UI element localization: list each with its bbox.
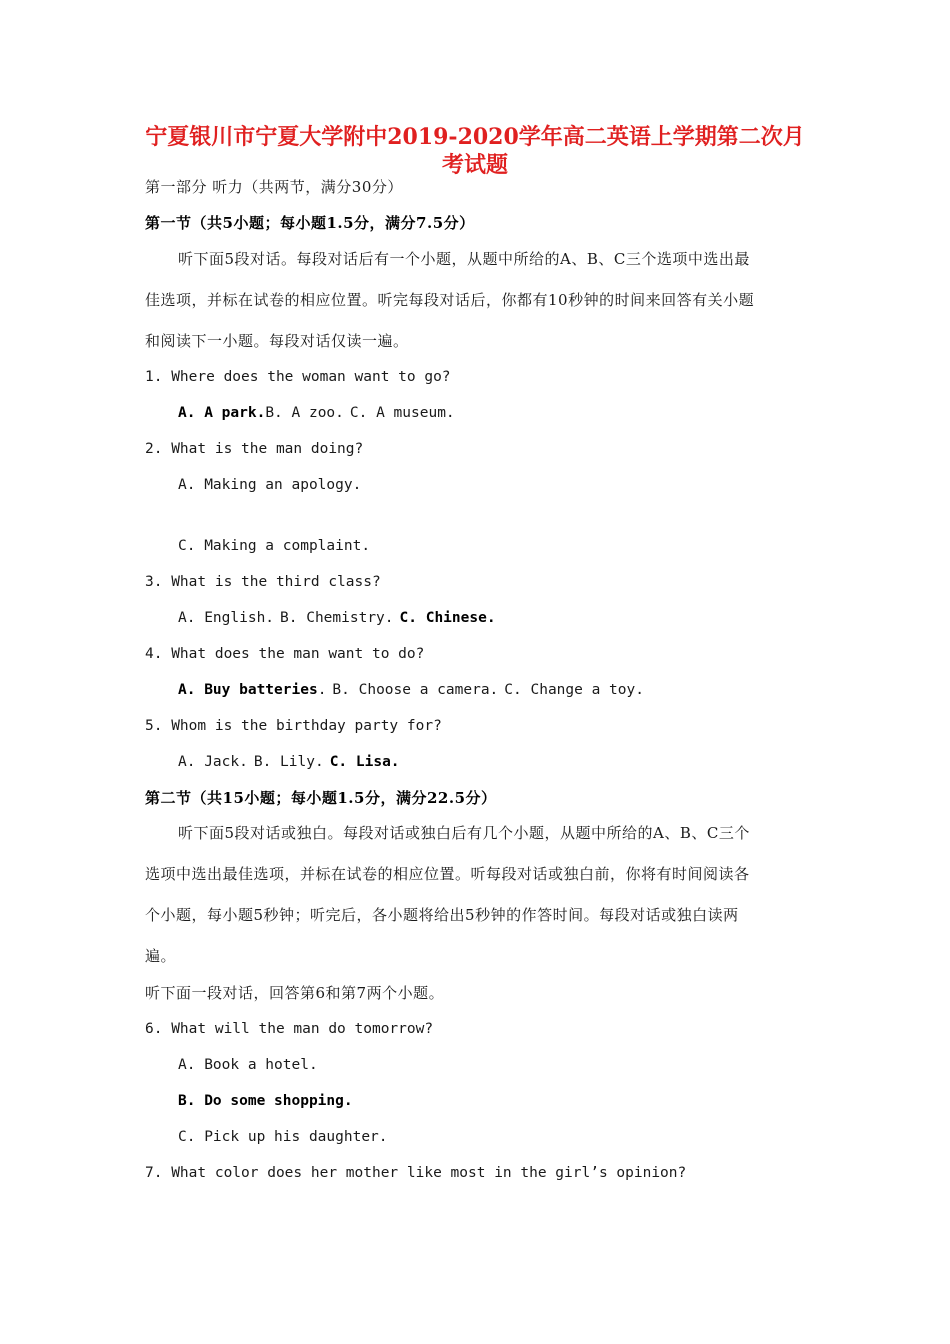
q5-option-b: B. Lily.: [253, 754, 324, 770]
section1-instruction-1: 听下面5段对话。每段对话后有一个小题，从题中所给的A、B、C三个选项中选出最: [178, 250, 750, 268]
q5-option-a: A. Jack.: [178, 754, 248, 770]
question-1-stem: 1. Where does the woman want to go?: [145, 369, 451, 385]
q2-option-a: A. Making an apology.: [178, 477, 362, 493]
q6-option-c: C. Pick up his daughter.: [178, 1129, 388, 1145]
dialogue-note: 听下面一段对话，回答第6和第7两个小题。: [145, 984, 445, 1002]
question-4-stem: 4. What does the man want to do?: [145, 646, 425, 662]
title-text-2: 考试题: [441, 152, 508, 178]
q6-option-a: A. Book a hotel.: [178, 1057, 318, 1073]
q3-option-b: B. Chemistry.: [280, 610, 394, 626]
q3-option-c: C. Chinese.: [399, 610, 496, 626]
q1-option-c: C. A museum.: [349, 405, 455, 421]
section2-instruction-2: 选项中选出最佳选项，并标在试卷的相应位置。听每段对话或独白前，你将有时间阅读各: [145, 865, 750, 883]
question-5-options: [178, 752, 400, 772]
section1-instruction-2: 佳选项，并标在试卷的相应位置。听完每段对话后，你都有10秒钟的时间来回答有关小题: [145, 291, 755, 309]
q1-option-b: B. A zoo.: [265, 405, 344, 421]
question-3-stem: 3. What is the third class?: [145, 574, 381, 590]
question-3-options: [178, 608, 496, 628]
question-1-options: [178, 403, 455, 423]
section2-instruction-1: 听下面5段对话或独白。每段对话或独白后有几个小题，从题中所给的A、B、C三个: [178, 824, 750, 842]
section2-heading: 第二节（共15小题；每小题1.5分，满分22.5分）: [145, 789, 497, 807]
question-7-stem: 7. What color does her mother like most in the girl’s opinion?: [145, 1165, 687, 1181]
title-text-1: 宁夏银川市宁夏大学附中2019-2020学年高二英语上学期第二次月: [145, 124, 805, 150]
question-4-options: [178, 680, 644, 700]
section1-heading: 第一节（共5小题；每小题1.5分，满分7.5分）: [145, 214, 475, 232]
section1-instruction-3: 和阅读下一小题。每段对话仅读一遍。: [145, 332, 409, 350]
q5-option-c: C. Lisa.: [329, 754, 400, 770]
question-2-stem: 2. What is the man doing?: [145, 441, 364, 457]
question-5-stem: 5. Whom is the birthday party for?: [145, 718, 442, 734]
q1-option-a: A. A park.: [178, 405, 266, 421]
q4-option-b: B. Choose a camera.: [332, 682, 499, 698]
q4-option-a: A. Buy batteries: [178, 682, 318, 698]
section2-instruction-3: 个小题，每小题5秒钟；听完后，各小题将给出5秒钟的作答时间。每段对话或独白读两: [145, 906, 739, 924]
q4-option-a-punct: .: [317, 682, 327, 698]
question-6-stem: 6. What will the man do tomorrow?: [145, 1021, 434, 1037]
q4-option-c: C. Change a toy.: [504, 682, 644, 698]
section2-instruction-4: 遍。: [145, 947, 177, 965]
part1-heading: 第一部分 听力（共两节，满分30分）: [145, 178, 403, 196]
q2-option-c: C. Making a complaint.: [178, 538, 371, 554]
q3-option-a: A. English.: [178, 610, 275, 626]
page-title-line-2: [0, 151, 950, 179]
q6-option-b: B. Do some shopping.: [178, 1093, 353, 1109]
page-title-line-1: [0, 123, 950, 151]
